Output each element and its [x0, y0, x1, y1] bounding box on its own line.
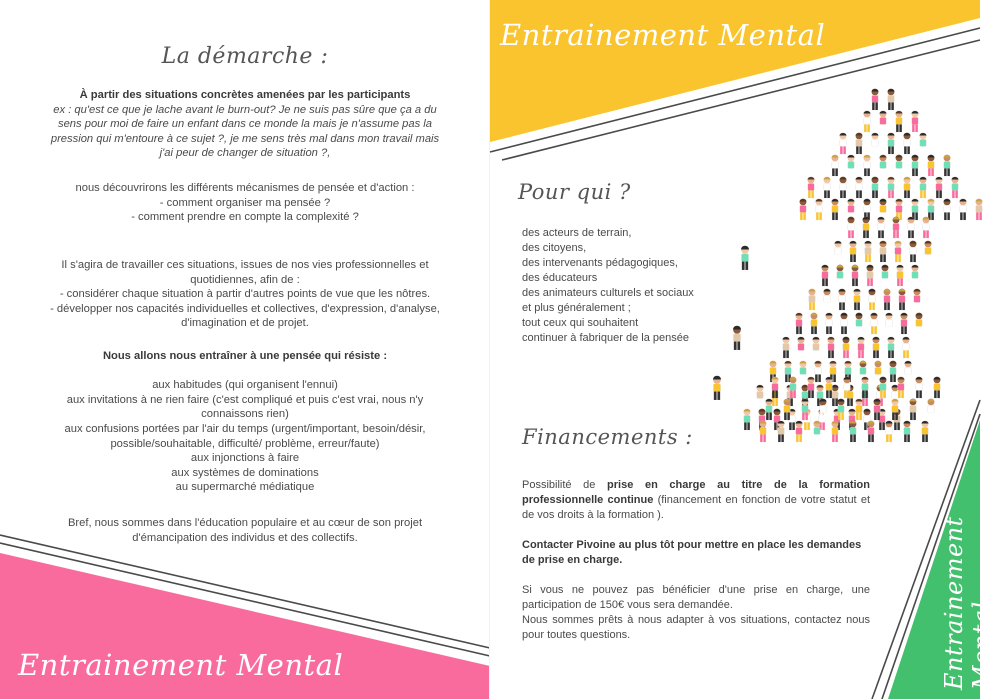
person-figure — [797, 337, 804, 358]
person-figure — [857, 337, 864, 358]
person-figure — [900, 313, 907, 334]
list-item: et plus généralement ; — [522, 302, 631, 314]
person-figure — [795, 421, 802, 442]
person-figure — [863, 111, 870, 132]
person-figure — [807, 377, 814, 398]
person-figure — [904, 361, 911, 382]
person-figure — [853, 289, 860, 310]
person-figure — [896, 265, 903, 286]
right-banner-title: Entrainement Mental — [500, 18, 826, 52]
example-line: j'ai peur de changer de situation ?, — [159, 147, 331, 160]
person-figure — [903, 421, 910, 442]
person-figure — [943, 199, 950, 220]
person-figure — [777, 421, 784, 442]
person-figure — [825, 377, 832, 398]
list-item: continuer à fabriquer de la pensée — [522, 332, 689, 344]
person-figure — [795, 313, 802, 334]
contact-paragraph: Contacter Pivoine au plus tôt pour mettre en place les demandes de prise en charge. — [522, 539, 862, 566]
person-figure — [839, 133, 846, 154]
work-line: Il s'agira de travailler ces situations, issues de nos vies professionnelles et — [61, 259, 429, 271]
person-figure — [881, 265, 888, 286]
person-figure — [887, 133, 894, 154]
person-figure — [889, 361, 896, 382]
person-figure — [812, 337, 819, 358]
person-figure — [873, 399, 880, 420]
person-figure — [783, 399, 790, 420]
person-figure — [855, 177, 862, 198]
work-line: d'imagination et de projet. — [181, 317, 309, 330]
list-item: des acteurs de terrain, — [522, 227, 632, 239]
person-figure — [741, 246, 749, 270]
person-figure — [883, 289, 890, 310]
section-title-demarche: La démarche : — [161, 44, 329, 69]
person-figure — [813, 421, 820, 442]
person-figure — [927, 399, 934, 420]
adapt-paragraph: Nous sommes prêts à nous adapter à vos situations, contactez nous pour toutes questions. — [522, 614, 870, 641]
person-figure — [825, 313, 832, 334]
person-figure — [879, 155, 886, 176]
person-figure — [885, 313, 892, 334]
example-line: ex : qu'est ce que je lache avant le burn-out? Je ne suis pas sûre que ça a du — [53, 103, 437, 116]
person-figure — [847, 217, 854, 238]
person-figure — [907, 217, 914, 238]
resist-line: au supermarché médiatique — [175, 481, 315, 494]
person-figure — [921, 421, 928, 442]
resist-line: aux systèmes de dominations — [171, 466, 319, 479]
resist-line: possible/souhaitable, difficulté/ problème, erreur/faute) — [110, 437, 380, 450]
person-figure — [839, 177, 846, 198]
person-figure — [799, 199, 806, 220]
resist-line: aux injonctions à faire — [190, 452, 300, 465]
person-figure — [911, 265, 918, 286]
person-figure — [919, 177, 926, 198]
person-figure — [919, 133, 926, 154]
financement-paragraph — [522, 478, 870, 523]
person-figure — [851, 265, 858, 286]
person-figure — [842, 337, 849, 358]
person-figure — [951, 177, 958, 198]
person-figure — [872, 337, 879, 358]
left-decoration — [0, 0, 490, 699]
person-figure — [933, 377, 940, 398]
person-figure — [922, 217, 929, 238]
person-figure — [837, 399, 844, 420]
person-figure — [871, 89, 878, 110]
person-figure — [823, 177, 830, 198]
discover-line: - comment prendre en compte la complexité ? — [131, 211, 359, 224]
person-figure — [879, 111, 886, 132]
person-figure — [765, 399, 772, 420]
person-figure — [827, 337, 834, 358]
person-figure — [927, 199, 934, 220]
discover-line: - comment organiser ma pensée ? — [159, 196, 331, 209]
participation-paragraph: Si vous ne pouvez pas bénéficier d'une prise en charge, une participation de 150€ vous sera demandée. — [522, 584, 870, 611]
person-figure — [849, 421, 856, 442]
example-line: pression qui m'entoure à ce sujet ?, je me sens très mal dans mon travail mais — [50, 132, 440, 145]
person-figure — [903, 133, 910, 154]
person-figure — [855, 399, 862, 420]
person-figure — [866, 265, 873, 286]
person-figure — [823, 289, 830, 310]
person-figure — [782, 337, 789, 358]
person-figure — [915, 377, 922, 398]
person-figure — [831, 385, 838, 406]
closing-line: Bref, nous sommes dans l'éducation populaire et au cœur de son projet — [67, 517, 423, 529]
list-item: des intervenants pédagogiques, — [522, 257, 678, 269]
person-figure — [943, 155, 950, 176]
person-figure — [895, 155, 902, 176]
person-figure — [924, 241, 931, 262]
person-figure — [887, 177, 894, 198]
fin-text: Possibilité de — [522, 479, 608, 491]
resist-heading: Nous allons nous entraîner à une pensée qui résiste : — [102, 350, 388, 362]
person-figure — [887, 337, 894, 358]
person-figure — [903, 177, 910, 198]
fin-bold-text: prise en charge au titre de la formation professionnelle continue — [522, 479, 870, 506]
resist-line: aux invitations à ne rien faire (c'est compliqué et puis c'est vrai, nous n'y — [66, 393, 424, 406]
work-line: - considérer chaque situation à partir d'autres points de vue que les nôtres. — [59, 288, 431, 301]
resist-line: connaissons rien) — [201, 408, 289, 421]
person-figure — [902, 337, 909, 358]
financements-block — [522, 478, 870, 643]
person-figure — [911, 199, 918, 220]
person-figure — [831, 421, 838, 442]
person-figure — [868, 289, 875, 310]
person-figure — [849, 241, 856, 262]
crowd-arrow-illustration — [735, 80, 975, 450]
person-figure — [840, 313, 847, 334]
person-figure — [834, 241, 841, 262]
person-figure — [808, 289, 815, 310]
person-figure — [877, 217, 884, 238]
person-figure — [895, 111, 902, 132]
person-figure — [879, 241, 886, 262]
person-figure — [807, 177, 814, 198]
person-figure — [836, 265, 843, 286]
person-figure — [911, 111, 918, 132]
person-figure — [871, 133, 878, 154]
person-figure — [892, 217, 899, 238]
person-figure — [898, 289, 905, 310]
person-figure — [799, 361, 806, 382]
person-figure — [911, 155, 918, 176]
person-figure — [855, 133, 862, 154]
person-figure — [855, 313, 862, 334]
person-figure — [831, 155, 838, 176]
person-figure — [838, 289, 845, 310]
example-line: sens pour moi de faire un enfant dans ce monde la mais je n'assume pas la — [57, 118, 433, 131]
person-figure — [821, 265, 828, 286]
person-figure — [756, 385, 763, 406]
section-title-pourqui: Pour qui ? — [518, 180, 631, 204]
person-figure — [831, 199, 838, 220]
closing-line: d'émancipation des individus et des collectifs. — [132, 531, 358, 544]
person-figure — [870, 313, 877, 334]
fin-text: (financement en fonction de votre statut et de vos droits à la formation ). — [522, 494, 871, 521]
demarche-heading: À partir des situations concrètes amenées par les participants — [79, 89, 411, 101]
resist-line: aux confusions portées par l'air du temps (urgent/important, besoin/désir, — [64, 422, 426, 435]
resist-line: aux habitudes (qui organisent l'ennui) — [152, 379, 338, 392]
person-figure — [885, 421, 892, 442]
person-figure — [959, 199, 966, 220]
left-banner-title: Entrainement Mental — [18, 648, 344, 682]
person-figure — [909, 241, 916, 262]
person-figure — [815, 199, 822, 220]
section-title-financements: Financements : — [522, 425, 693, 449]
person-figure — [897, 377, 904, 398]
list-item: des citoyens, — [522, 242, 587, 254]
person-figure — [935, 177, 942, 198]
person-figure — [909, 399, 916, 420]
person-figure — [927, 155, 934, 176]
side-banner-title: Entrainement Mental — [940, 516, 996, 690]
work-line: - développer nos capacités individuelles et collectives, d'expression, d'analyse, — [50, 302, 440, 315]
person-figure — [871, 177, 878, 198]
person-figure — [913, 289, 920, 310]
left-page — [0, 0, 490, 699]
person-figure — [915, 313, 922, 334]
person-figure — [862, 217, 869, 238]
person-figure — [863, 155, 870, 176]
person-figure — [743, 409, 750, 430]
person-figure — [814, 361, 821, 382]
list-item: des éducateurs — [522, 272, 598, 284]
pourqui-list — [522, 226, 732, 346]
right-page — [490, 0, 996, 699]
person-figure — [810, 313, 817, 334]
person-figure — [894, 241, 901, 262]
person-figure — [759, 421, 766, 442]
person-figure — [733, 326, 741, 350]
person-figure — [887, 89, 894, 110]
person-figure — [867, 421, 874, 442]
list-item: des animateurs culturels et sociaux — [522, 287, 694, 299]
discover-line: nous découvrirons les différents mécanismes de pensée et d'action : — [75, 182, 415, 194]
person-figure — [864, 241, 871, 262]
list-item: tout ceux qui souhaitent — [522, 317, 639, 329]
work-line: quotidiennes, afin de : — [190, 273, 300, 286]
person-figure — [847, 155, 854, 176]
